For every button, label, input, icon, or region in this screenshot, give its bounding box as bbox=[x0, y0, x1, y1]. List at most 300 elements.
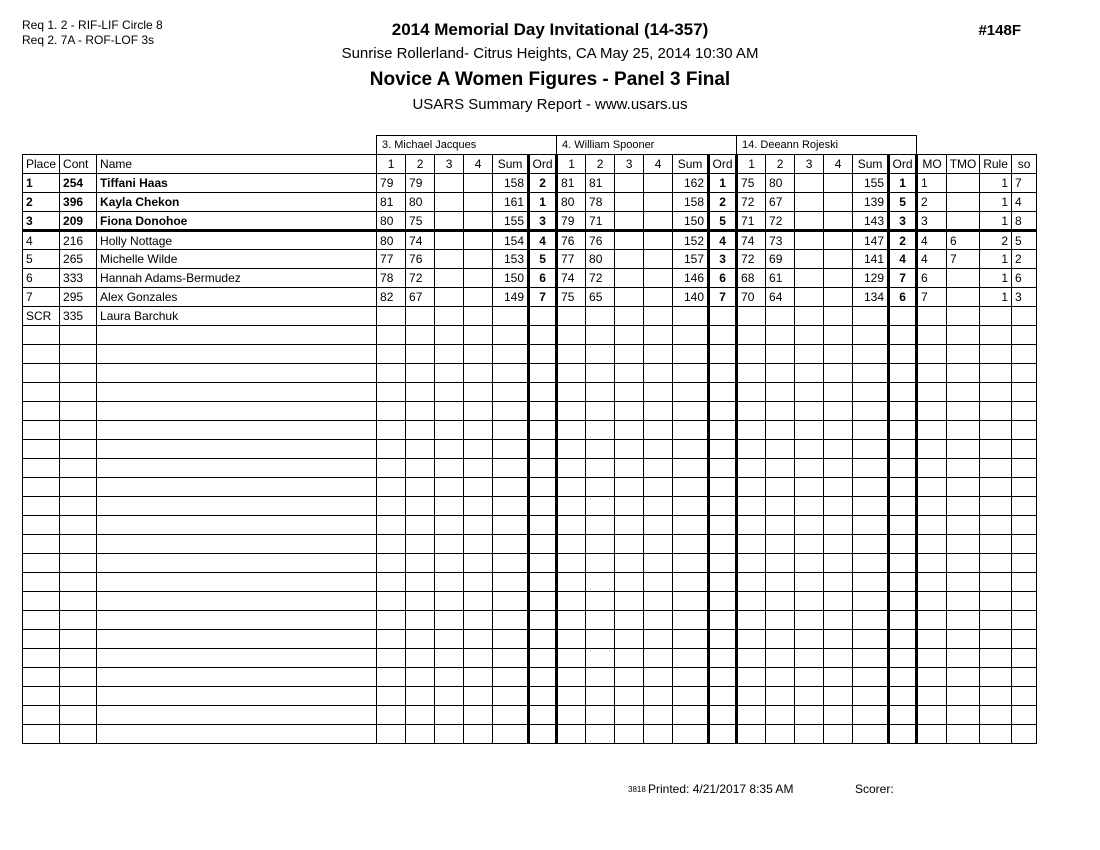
cell-score: 80 bbox=[557, 193, 586, 212]
cell-sum bbox=[493, 383, 529, 402]
cell-score bbox=[615, 402, 644, 421]
cell-mo: 6 bbox=[917, 269, 947, 288]
cell-so bbox=[1012, 497, 1037, 516]
cell-score bbox=[737, 725, 766, 744]
empty-row bbox=[23, 383, 1037, 402]
cell-score bbox=[824, 440, 853, 459]
cell-score bbox=[766, 326, 795, 345]
cell-sum: 154 bbox=[493, 231, 529, 250]
cell-cont bbox=[60, 687, 97, 706]
cell-ord bbox=[889, 345, 917, 364]
cell-so: 2 bbox=[1012, 250, 1037, 269]
cell-place bbox=[23, 649, 60, 668]
cell-score bbox=[824, 212, 853, 231]
cell-ord: 7 bbox=[889, 269, 917, 288]
cell-score bbox=[377, 649, 406, 668]
cell-name bbox=[97, 345, 377, 364]
cell-mo bbox=[917, 345, 947, 364]
cell-sum bbox=[673, 554, 709, 573]
cell-name bbox=[97, 592, 377, 611]
cell-score: 78 bbox=[586, 193, 615, 212]
cell-sum bbox=[673, 478, 709, 497]
cell-score bbox=[557, 307, 586, 326]
cell-sum bbox=[853, 478, 889, 497]
cell-place: 7 bbox=[23, 288, 60, 307]
empty-row bbox=[23, 592, 1037, 611]
cell-score bbox=[615, 269, 644, 288]
cell-score bbox=[795, 345, 824, 364]
cell-score bbox=[586, 421, 615, 440]
cell-so bbox=[1012, 307, 1037, 326]
cell-mo: 2 bbox=[917, 193, 947, 212]
cell-score: 82 bbox=[377, 288, 406, 307]
cell-place bbox=[23, 554, 60, 573]
cell-score bbox=[586, 383, 615, 402]
cell-place: 1 bbox=[23, 174, 60, 193]
cell-place bbox=[23, 440, 60, 459]
cell-cont: 216 bbox=[60, 231, 97, 250]
cell-score bbox=[644, 440, 673, 459]
col-header-sum: Sum bbox=[853, 155, 889, 174]
cell-score: 72 bbox=[586, 269, 615, 288]
cell-tmo bbox=[947, 383, 980, 402]
cell-score bbox=[824, 535, 853, 554]
cell-score bbox=[615, 592, 644, 611]
cell-score bbox=[464, 611, 493, 630]
cell-score bbox=[406, 459, 435, 478]
cell-tmo bbox=[947, 174, 980, 193]
cell-sum bbox=[853, 611, 889, 630]
col-header-mo: MO bbox=[917, 155, 947, 174]
cell-sum bbox=[673, 668, 709, 687]
cell-score bbox=[464, 554, 493, 573]
cell-ord bbox=[889, 687, 917, 706]
cell-ord bbox=[709, 478, 737, 497]
cell-place bbox=[23, 364, 60, 383]
cell-score bbox=[435, 440, 464, 459]
cell-score bbox=[406, 611, 435, 630]
cell-score bbox=[406, 516, 435, 535]
cell-ord bbox=[889, 554, 917, 573]
cell-so bbox=[1012, 383, 1037, 402]
software-version: 3818 bbox=[628, 785, 646, 794]
cell-score bbox=[406, 364, 435, 383]
cell-score bbox=[464, 402, 493, 421]
cell-score bbox=[615, 212, 644, 231]
cell-sum bbox=[853, 554, 889, 573]
cell-so bbox=[1012, 421, 1037, 440]
cell-score bbox=[795, 611, 824, 630]
cell-sum bbox=[673, 364, 709, 383]
cell-sum bbox=[673, 592, 709, 611]
cell-cont bbox=[60, 459, 97, 478]
cell-score bbox=[737, 516, 766, 535]
col-header-1: 1 bbox=[377, 155, 406, 174]
cell-cont: 265 bbox=[60, 250, 97, 269]
cell-name bbox=[97, 516, 377, 535]
cell-cont bbox=[60, 725, 97, 744]
cell-ord bbox=[529, 592, 557, 611]
cell-ord bbox=[889, 611, 917, 630]
cell-score bbox=[435, 269, 464, 288]
cell-tmo bbox=[947, 459, 980, 478]
cell-score: 75 bbox=[406, 212, 435, 231]
cell-sum bbox=[493, 554, 529, 573]
cell-score bbox=[644, 307, 673, 326]
cell-score bbox=[795, 535, 824, 554]
cell-score: 61 bbox=[766, 269, 795, 288]
cell-score bbox=[766, 630, 795, 649]
cell-cont bbox=[60, 478, 97, 497]
cell-so bbox=[1012, 345, 1037, 364]
cell-score bbox=[464, 231, 493, 250]
col-header-name: Name bbox=[97, 155, 377, 174]
cell-tmo bbox=[947, 706, 980, 725]
judge-header-row bbox=[23, 136, 1037, 155]
cell-sum bbox=[493, 421, 529, 440]
cell-sum bbox=[853, 383, 889, 402]
cell-ord bbox=[529, 668, 557, 687]
cell-tmo bbox=[947, 649, 980, 668]
cell-score bbox=[644, 611, 673, 630]
cell-cont bbox=[60, 592, 97, 611]
cell-score: 73 bbox=[766, 231, 795, 250]
cell-tmo bbox=[947, 516, 980, 535]
cell-score bbox=[435, 250, 464, 269]
cell-sum: 152 bbox=[673, 231, 709, 250]
cell-score bbox=[824, 630, 853, 649]
cell-sum bbox=[853, 725, 889, 744]
cell-score bbox=[435, 345, 464, 364]
cell-score bbox=[795, 174, 824, 193]
cell-sum bbox=[853, 592, 889, 611]
empty-row bbox=[23, 649, 1037, 668]
col-header-ord: Ord bbox=[889, 155, 917, 174]
cell-score bbox=[557, 402, 586, 421]
cell-so bbox=[1012, 459, 1037, 478]
cell-cont bbox=[60, 383, 97, 402]
cell-score bbox=[435, 611, 464, 630]
cell-ord bbox=[889, 630, 917, 649]
cell-place bbox=[23, 326, 60, 345]
cell-score: 72 bbox=[737, 250, 766, 269]
cell-score bbox=[737, 630, 766, 649]
cell-score bbox=[824, 592, 853, 611]
cell-score bbox=[644, 516, 673, 535]
cell-score bbox=[377, 573, 406, 592]
col-header-3: 3 bbox=[615, 155, 644, 174]
empty-row bbox=[23, 345, 1037, 364]
event-number: #148F bbox=[978, 22, 1021, 39]
cell-rule: 1 bbox=[980, 212, 1012, 231]
cell-score: 80 bbox=[766, 174, 795, 193]
cell-tmo bbox=[947, 478, 980, 497]
cell-place bbox=[23, 402, 60, 421]
cell-sum bbox=[853, 364, 889, 383]
cell-score bbox=[737, 402, 766, 421]
cell-score bbox=[464, 174, 493, 193]
cell-mo bbox=[917, 364, 947, 383]
empty-row bbox=[23, 516, 1037, 535]
cell-score bbox=[737, 649, 766, 668]
cell-ord: 6 bbox=[889, 288, 917, 307]
cell-score bbox=[795, 307, 824, 326]
empty-row bbox=[23, 573, 1037, 592]
cell-score bbox=[435, 193, 464, 212]
cell-score bbox=[644, 706, 673, 725]
cell-place: SCR bbox=[23, 307, 60, 326]
cell-score: 79 bbox=[406, 174, 435, 193]
col-header-rule: Rule bbox=[980, 155, 1012, 174]
cell-score bbox=[406, 345, 435, 364]
cell-score bbox=[557, 687, 586, 706]
cell-sum bbox=[853, 630, 889, 649]
cell-ord bbox=[709, 307, 737, 326]
cell-score bbox=[795, 573, 824, 592]
cell-score bbox=[435, 497, 464, 516]
cell-score bbox=[766, 402, 795, 421]
cell-ord: 6 bbox=[709, 269, 737, 288]
cell-cont bbox=[60, 421, 97, 440]
results-table bbox=[22, 135, 1037, 744]
cell-score bbox=[795, 630, 824, 649]
cell-sum bbox=[493, 725, 529, 744]
cell-mo bbox=[917, 649, 947, 668]
cell-name bbox=[97, 554, 377, 573]
cell-place bbox=[23, 687, 60, 706]
cell-name bbox=[97, 573, 377, 592]
cell-ord bbox=[529, 326, 557, 345]
cell-so bbox=[1012, 535, 1037, 554]
judge-header-1: 3. Michael Jacques bbox=[377, 136, 557, 155]
cell-sum bbox=[673, 383, 709, 402]
cell-sum: 139 bbox=[853, 193, 889, 212]
cell-tmo bbox=[947, 421, 980, 440]
cell-score bbox=[824, 478, 853, 497]
cell-score bbox=[824, 687, 853, 706]
cell-score bbox=[406, 478, 435, 497]
cell-ord: 4 bbox=[529, 231, 557, 250]
cell-ord: 1 bbox=[709, 174, 737, 193]
cell-score bbox=[644, 269, 673, 288]
col-header-4: 4 bbox=[464, 155, 493, 174]
cell-sum bbox=[493, 706, 529, 725]
cell-place bbox=[23, 725, 60, 744]
cell-sum bbox=[853, 573, 889, 592]
cell-score: 76 bbox=[557, 231, 586, 250]
cell-score bbox=[406, 687, 435, 706]
cell-rule bbox=[980, 421, 1012, 440]
cell-score bbox=[795, 687, 824, 706]
cell-sum: 155 bbox=[853, 174, 889, 193]
cell-so bbox=[1012, 516, 1037, 535]
cell-sum bbox=[493, 668, 529, 687]
cell-place bbox=[23, 592, 60, 611]
cell-score bbox=[435, 535, 464, 554]
cell-score bbox=[737, 440, 766, 459]
empty-row bbox=[23, 630, 1037, 649]
cell-score bbox=[377, 440, 406, 459]
cell-ord bbox=[529, 611, 557, 630]
cell-score bbox=[377, 421, 406, 440]
req-line-2: Req 2. 7A - ROF-LOF 3s bbox=[22, 33, 155, 47]
cell-score bbox=[586, 535, 615, 554]
cell-score bbox=[644, 288, 673, 307]
cell-score bbox=[615, 440, 644, 459]
cell-score bbox=[766, 421, 795, 440]
cell-so bbox=[1012, 706, 1037, 725]
cell-name bbox=[97, 535, 377, 554]
cell-score bbox=[586, 307, 615, 326]
cell-score bbox=[795, 725, 824, 744]
cell-score bbox=[795, 516, 824, 535]
cell-score bbox=[435, 516, 464, 535]
cell-score bbox=[644, 421, 673, 440]
cell-score bbox=[615, 364, 644, 383]
cell-score bbox=[586, 649, 615, 668]
cell-mo bbox=[917, 516, 947, 535]
cell-score bbox=[615, 345, 644, 364]
cell-sum bbox=[673, 687, 709, 706]
cell-score: 81 bbox=[377, 193, 406, 212]
cell-score bbox=[737, 459, 766, 478]
col-header-4: 4 bbox=[824, 155, 853, 174]
cell-cont bbox=[60, 573, 97, 592]
cell-sum bbox=[493, 687, 529, 706]
cell-rule bbox=[980, 535, 1012, 554]
cell-score bbox=[795, 440, 824, 459]
cell-score bbox=[464, 668, 493, 687]
cell-so: 7 bbox=[1012, 174, 1037, 193]
cell-sum: 155 bbox=[493, 212, 529, 231]
cell-tmo: 7 bbox=[947, 250, 980, 269]
cell-sum bbox=[673, 440, 709, 459]
cell-score bbox=[644, 459, 673, 478]
cell-sum bbox=[493, 535, 529, 554]
cell-score: 79 bbox=[377, 174, 406, 193]
empty-row bbox=[23, 668, 1037, 687]
cell-score bbox=[557, 459, 586, 478]
cell-name bbox=[97, 364, 377, 383]
cell-score bbox=[377, 345, 406, 364]
cell-score bbox=[824, 402, 853, 421]
cell-score bbox=[377, 630, 406, 649]
cell-sum bbox=[673, 421, 709, 440]
cell-cont: 254 bbox=[60, 174, 97, 193]
col-header-1: 1 bbox=[557, 155, 586, 174]
empty-row bbox=[23, 459, 1037, 478]
cell-score bbox=[615, 250, 644, 269]
cell-tmo bbox=[947, 554, 980, 573]
cell-score bbox=[435, 288, 464, 307]
cell-so bbox=[1012, 668, 1037, 687]
cell-score bbox=[766, 706, 795, 725]
cell-score bbox=[795, 497, 824, 516]
cell-ord bbox=[709, 497, 737, 516]
cell-score bbox=[766, 478, 795, 497]
col-header-3: 3 bbox=[795, 155, 824, 174]
cell-name bbox=[97, 687, 377, 706]
cell-score: 72 bbox=[406, 269, 435, 288]
cell-score bbox=[795, 288, 824, 307]
cell-score bbox=[435, 592, 464, 611]
cell-rule bbox=[980, 554, 1012, 573]
cell-score bbox=[737, 668, 766, 687]
cell-score bbox=[824, 554, 853, 573]
cell-score bbox=[824, 326, 853, 345]
cell-score bbox=[435, 554, 464, 573]
cell-ord bbox=[709, 706, 737, 725]
cell-place bbox=[23, 611, 60, 630]
cell-score bbox=[795, 383, 824, 402]
cell-ord bbox=[889, 592, 917, 611]
cell-ord bbox=[709, 725, 737, 744]
cell-place bbox=[23, 345, 60, 364]
col-header-1: 1 bbox=[737, 155, 766, 174]
cell-sum bbox=[853, 459, 889, 478]
cell-ord bbox=[709, 649, 737, 668]
empty-row bbox=[23, 402, 1037, 421]
result-row bbox=[23, 193, 1037, 212]
cell-score bbox=[615, 649, 644, 668]
cell-score bbox=[406, 706, 435, 725]
cell-score bbox=[406, 497, 435, 516]
cell-ord bbox=[529, 649, 557, 668]
cell-name bbox=[97, 440, 377, 459]
cell-place bbox=[23, 421, 60, 440]
cell-place: 3 bbox=[23, 212, 60, 231]
cell-ord bbox=[889, 725, 917, 744]
col-header-2: 2 bbox=[586, 155, 615, 174]
cell-score bbox=[406, 668, 435, 687]
cell-score bbox=[464, 497, 493, 516]
cell-sum bbox=[493, 573, 529, 592]
cell-score bbox=[766, 573, 795, 592]
cell-score bbox=[557, 383, 586, 402]
column-header-row bbox=[23, 155, 1037, 174]
cell-rule bbox=[980, 326, 1012, 345]
cell-score bbox=[615, 554, 644, 573]
cell-score bbox=[377, 725, 406, 744]
cell-score bbox=[377, 668, 406, 687]
cell-score bbox=[644, 383, 673, 402]
cell-sum: 150 bbox=[493, 269, 529, 288]
cell-score: 77 bbox=[377, 250, 406, 269]
cell-rule bbox=[980, 497, 1012, 516]
cell-mo: 1 bbox=[917, 174, 947, 193]
cell-cont bbox=[60, 554, 97, 573]
cell-cont: 209 bbox=[60, 212, 97, 231]
cell-rule bbox=[980, 383, 1012, 402]
cell-tmo bbox=[947, 687, 980, 706]
cell-rule: 1 bbox=[980, 193, 1012, 212]
cell-score bbox=[644, 345, 673, 364]
cell-score bbox=[557, 478, 586, 497]
col-header-so: so bbox=[1012, 155, 1037, 174]
cell-sum bbox=[493, 402, 529, 421]
cell-ord bbox=[529, 516, 557, 535]
cell-score bbox=[586, 611, 615, 630]
cell-score: 71 bbox=[737, 212, 766, 231]
cell-sum bbox=[493, 611, 529, 630]
col-header-tmo: TMO bbox=[947, 155, 980, 174]
cell-place bbox=[23, 383, 60, 402]
col-header-place: Place bbox=[23, 155, 60, 174]
cell-score bbox=[586, 630, 615, 649]
cell-sum bbox=[673, 706, 709, 725]
cell-score bbox=[737, 364, 766, 383]
cell-score bbox=[406, 383, 435, 402]
